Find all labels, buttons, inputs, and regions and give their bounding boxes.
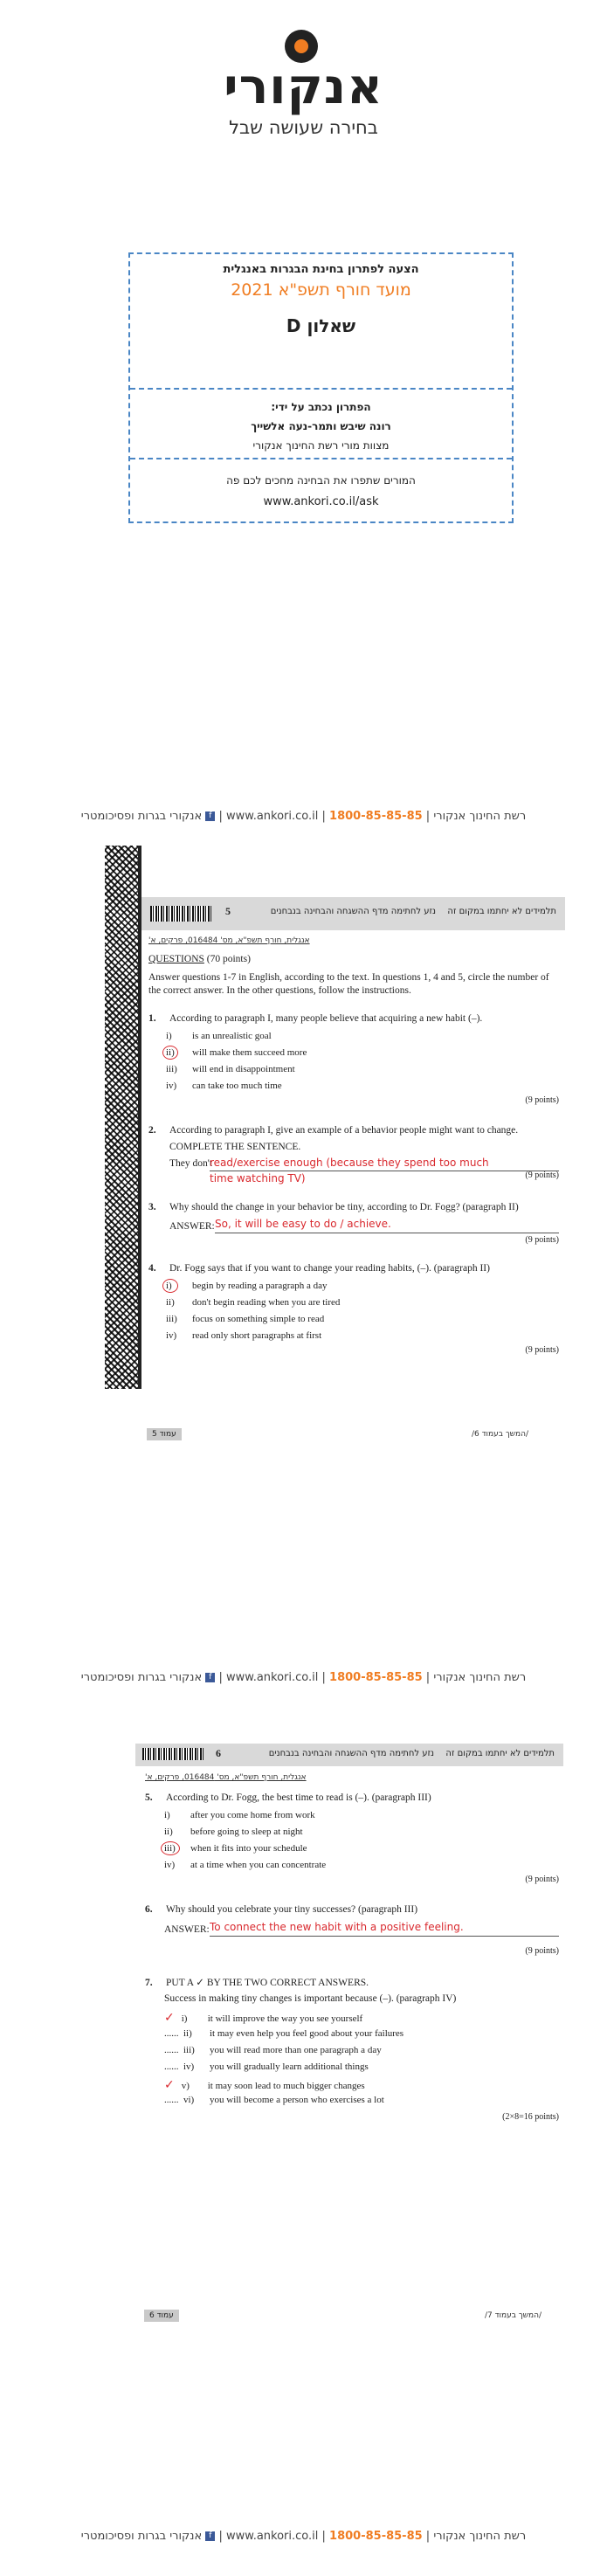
footer-site[interactable]: www.ankori.co.il <box>225 1671 319 1684</box>
footer-phone[interactable]: 1800-85-85-85 <box>329 1671 423 1684</box>
q7-opt5-text: it may soon lead to much bigger changes <box>207 2081 365 2091</box>
written-by: הפתרון נכתב על ידי: <box>271 401 371 413</box>
footer-network: רשת החינוך אנקורי <box>433 2530 527 2543</box>
q4-opt3-text: focus on something simple to read <box>192 1314 325 1324</box>
info-box <box>128 252 514 523</box>
q5-opt2-text: before going to sleep at night <box>190 1827 303 1837</box>
q5-opt1-text: after you come home from work <box>190 1810 315 1820</box>
q3-number: 3. <box>148 1202 156 1212</box>
footer-social: אנקורי בגרות ופסיכומטרי <box>80 2530 203 2543</box>
q7-opt3-text: you will read more than one paragraph a day <box>210 2045 382 2055</box>
q1-opt3-num: iii) <box>166 1064 177 1074</box>
header-text-1: תלמידים לא יחתמו במקום זה <box>445 1749 555 1758</box>
q7-stem: Success in making tiny changes is important because (–). (paragraph IV) <box>164 1993 457 2004</box>
q5-number: 5. <box>145 1792 153 1803</box>
footer-phone[interactable]: 1800-85-85-85 <box>329 810 423 823</box>
q3-points: (9 points) <box>525 1235 559 1245</box>
box-paper: שאלון D <box>286 315 356 336</box>
q2-prefix: They don't <box>169 1158 213 1169</box>
q7-opt6-text: you will become a person who exercises a lot <box>210 2095 384 2105</box>
q1-points: (9 points) <box>525 1095 559 1105</box>
q2-answer: read/exercise enough (because they spend too much time watching TV) <box>210 1157 489 1184</box>
q5-text: According to Dr. Fogg, the best time to read is (–). (paragraph III) <box>166 1792 431 1803</box>
q5-points: (9 points) <box>525 1875 559 1884</box>
answer-circle <box>162 1279 178 1293</box>
sub-ref: אנגלית, חורף תשפ"א, מס' 016484, פרקים, א' <box>145 1773 307 1782</box>
header-text-2: נזע לחתימה מדף ההשגחה והבחינה בנבחנים <box>270 907 436 916</box>
q6-answer: To connect the new habit with a positive feeling. <box>210 1921 464 1933</box>
q1-opt4-text: can take too much time <box>192 1081 282 1091</box>
q1-opt1-text: is an unrealistic goal <box>192 1031 272 1041</box>
footer-site[interactable]: www.ankori.co.il <box>225 2530 319 2543</box>
q4-opt1-text: begin by reading a paragraph a day <box>192 1281 328 1291</box>
q4-opt2-num: ii) <box>166 1297 175 1308</box>
q5-opt3-text: when it fits into your schedule <box>190 1843 307 1854</box>
q4-opt4-text: read only short paragraphs at first <box>192 1330 322 1341</box>
q4-opt2-text: don't begin reading when you are tired <box>192 1297 341 1308</box>
instructions: Answer questions 1-7 in English, according to the text. In questions 1, 4 and 5, circle the number of the correct answer. In the other questions, follow the instructions. <box>148 972 549 996</box>
q5-opt2-num: ii) <box>164 1827 173 1837</box>
q1-opt1-num: i) <box>166 1031 172 1041</box>
q7-number: 7. <box>145 1978 153 1988</box>
footer-social: אנקורי בגרות ופסיכומטרי <box>80 1671 203 1684</box>
q5-opt4-text: at a time when you can concentrate <box>190 1860 327 1870</box>
q2-text: According to paragraph I, give an example of a behavior people might want to change. <box>169 1125 519 1136</box>
q1-text: According to paragraph I, many people believe that acquiring a new habit (–). <box>169 1013 483 1024</box>
header-text-1: תלמידים לא יחתמו במקום זה <box>447 907 556 916</box>
sidebar-pattern <box>105 846 138 1389</box>
q7-points: (2×8=16 points) <box>502 2112 559 2122</box>
footer: רשת החינוך אנקורי | 1800-85-85-85 | www.ankori.co.il | f אנקורי בגרות ופסיכומטרי <box>80 1671 527 1684</box>
q1-opt2-text: will make them succeed more <box>192 1047 307 1058</box>
box-date: מועד חורף תשפ"א 2021 <box>231 280 411 300</box>
q6-text: Why should you celebrate your tiny successes? (paragraph III) <box>166 1904 418 1915</box>
page-label: עמוד 6 <box>144 2310 179 2322</box>
answer-circle <box>162 1046 178 1060</box>
q1-opt4-num: iv) <box>166 1081 177 1091</box>
footer-network: רשת החינוך אנקורי <box>433 810 527 823</box>
q4-text: Dr. Fogg says that if you want to change your reading habits, (–). (paragraph II) <box>169 1263 490 1274</box>
sub-ref: אנגלית, חורף תשפ"א, מס' 016484, פרקים, א' <box>148 936 310 945</box>
q1-opt2-num: ii) <box>166 1047 175 1058</box>
q7-opt2-num: ii) <box>183 2028 192 2039</box>
check-icon: ✓ <box>164 2011 175 2025</box>
header-text-2: נזע לחתימה מדף ההשגחה והבחינה בנבחנים <box>268 1749 434 1758</box>
barcode-icon <box>150 906 211 922</box>
q7-opt1-num: i) <box>181 2013 188 2024</box>
q5-opt4-num: iv) <box>164 1860 176 1870</box>
facebook-icon[interactable]: f <box>205 2531 215 2541</box>
ask-url-link[interactable]: www.ankori.co.il/ask <box>263 495 379 508</box>
q4-opt3-num: iii) <box>166 1314 177 1324</box>
q3-text: Why should the change in your behavior be tiny, according to Dr. Fogg? (paragraph II) <box>169 1202 519 1212</box>
authors: רונה שיבש ותמר-נעה אלשייך <box>251 420 391 432</box>
continue-note: /המשך בעמוד 6/ <box>472 1430 529 1439</box>
page-number: 6 <box>216 1747 221 1759</box>
box-title: הצעה לפתרון בחינת הבגרות באנגלית <box>223 263 419 276</box>
q7-opt5-num: v) <box>181 2081 190 2091</box>
footer: רשת החינוך אנקורי | 1800-85-85-85 | www.ankori.co.il | f אנקורי בגרות ופסיכומטרי <box>80 2530 527 2543</box>
q4-points: (9 points) <box>525 1345 559 1355</box>
questions-heading: QUESTIONS <box>148 954 204 964</box>
q4-opt1-num: i) <box>166 1281 172 1291</box>
facebook-icon[interactable]: f <box>205 811 215 821</box>
page-label: עמוד 5 <box>147 1428 182 1440</box>
footer-network: רשת החינוך אנקורי <box>433 1671 527 1684</box>
q4-number: 4. <box>148 1263 156 1274</box>
exam-header <box>141 897 565 930</box>
logo-text: אנקורי <box>224 59 383 115</box>
barcode-icon <box>142 1748 203 1760</box>
q1-opt3-text: will end in disappointment <box>192 1064 295 1074</box>
team: מצוות מורי רשת החינוך אנקורי <box>252 439 390 452</box>
q7-opt3-num: iii) <box>183 2045 195 2055</box>
q2-number: 2. <box>148 1125 156 1136</box>
q6-label: ANSWER: <box>164 1924 210 1935</box>
q5-opt3-num: iii) <box>164 1843 176 1854</box>
answer-line <box>210 1936 559 1937</box>
q7-opt6-num: vi) <box>183 2095 195 2105</box>
q2-points: (9 points) <box>525 1171 559 1180</box>
offer-text: המורים שתפרו את הבחינה מחכים לכם פה <box>226 474 416 487</box>
footer-site[interactable]: www.ankori.co.il <box>225 810 319 823</box>
q1-number: 1. <box>148 1013 156 1024</box>
facebook-icon[interactable]: f <box>205 1673 215 1682</box>
q3-label: ANSWER: <box>169 1221 215 1232</box>
q7-text: PUT A ✓ BY THE TWO CORRECT ANSWERS. <box>166 1978 369 1988</box>
footer-phone[interactable]: 1800-85-85-85 <box>329 2530 423 2543</box>
q6-number: 6. <box>145 1904 153 1915</box>
footer: רשת החינוך אנקורי | 1800-85-85-85 | www.ankori.co.il | f אנקורי בגרות ופסיכומטרי <box>80 810 527 823</box>
page-number: 5 <box>225 905 231 917</box>
q7-opt4-num: iv) <box>183 2061 195 2072</box>
continue-note: /המשך בעמוד 7/ <box>485 2311 542 2320</box>
q2-complete: COMPLETE THE SENTENCE. <box>169 1142 301 1152</box>
q4-opt4-num: iv) <box>166 1330 177 1341</box>
questions-points: (70 points) <box>206 954 251 964</box>
logo-tagline: בחירה שעושה שבל <box>229 117 378 138</box>
q5-opt1-num: i) <box>164 1810 170 1820</box>
q7-opt1-text: it will improve the way you see yourself <box>207 2013 363 2024</box>
q7-opt2-text: it may even help you feel good about your failures <box>210 2028 404 2039</box>
footer-social: אנקורי בגרות ופסיכומטרי <box>80 810 203 823</box>
check-icon: ✓ <box>164 2078 175 2092</box>
q6-points: (9 points) <box>525 1946 559 1956</box>
box-divider <box>130 388 512 390</box>
exam-header <box>135 1744 563 1766</box>
q7-opt4-text: you will gradually learn additional things <box>210 2061 369 2072</box>
box-divider <box>130 458 512 459</box>
answer-circle <box>161 1841 180 1855</box>
q3-answer: So, it will be easy to do / achieve. <box>215 1218 391 1230</box>
